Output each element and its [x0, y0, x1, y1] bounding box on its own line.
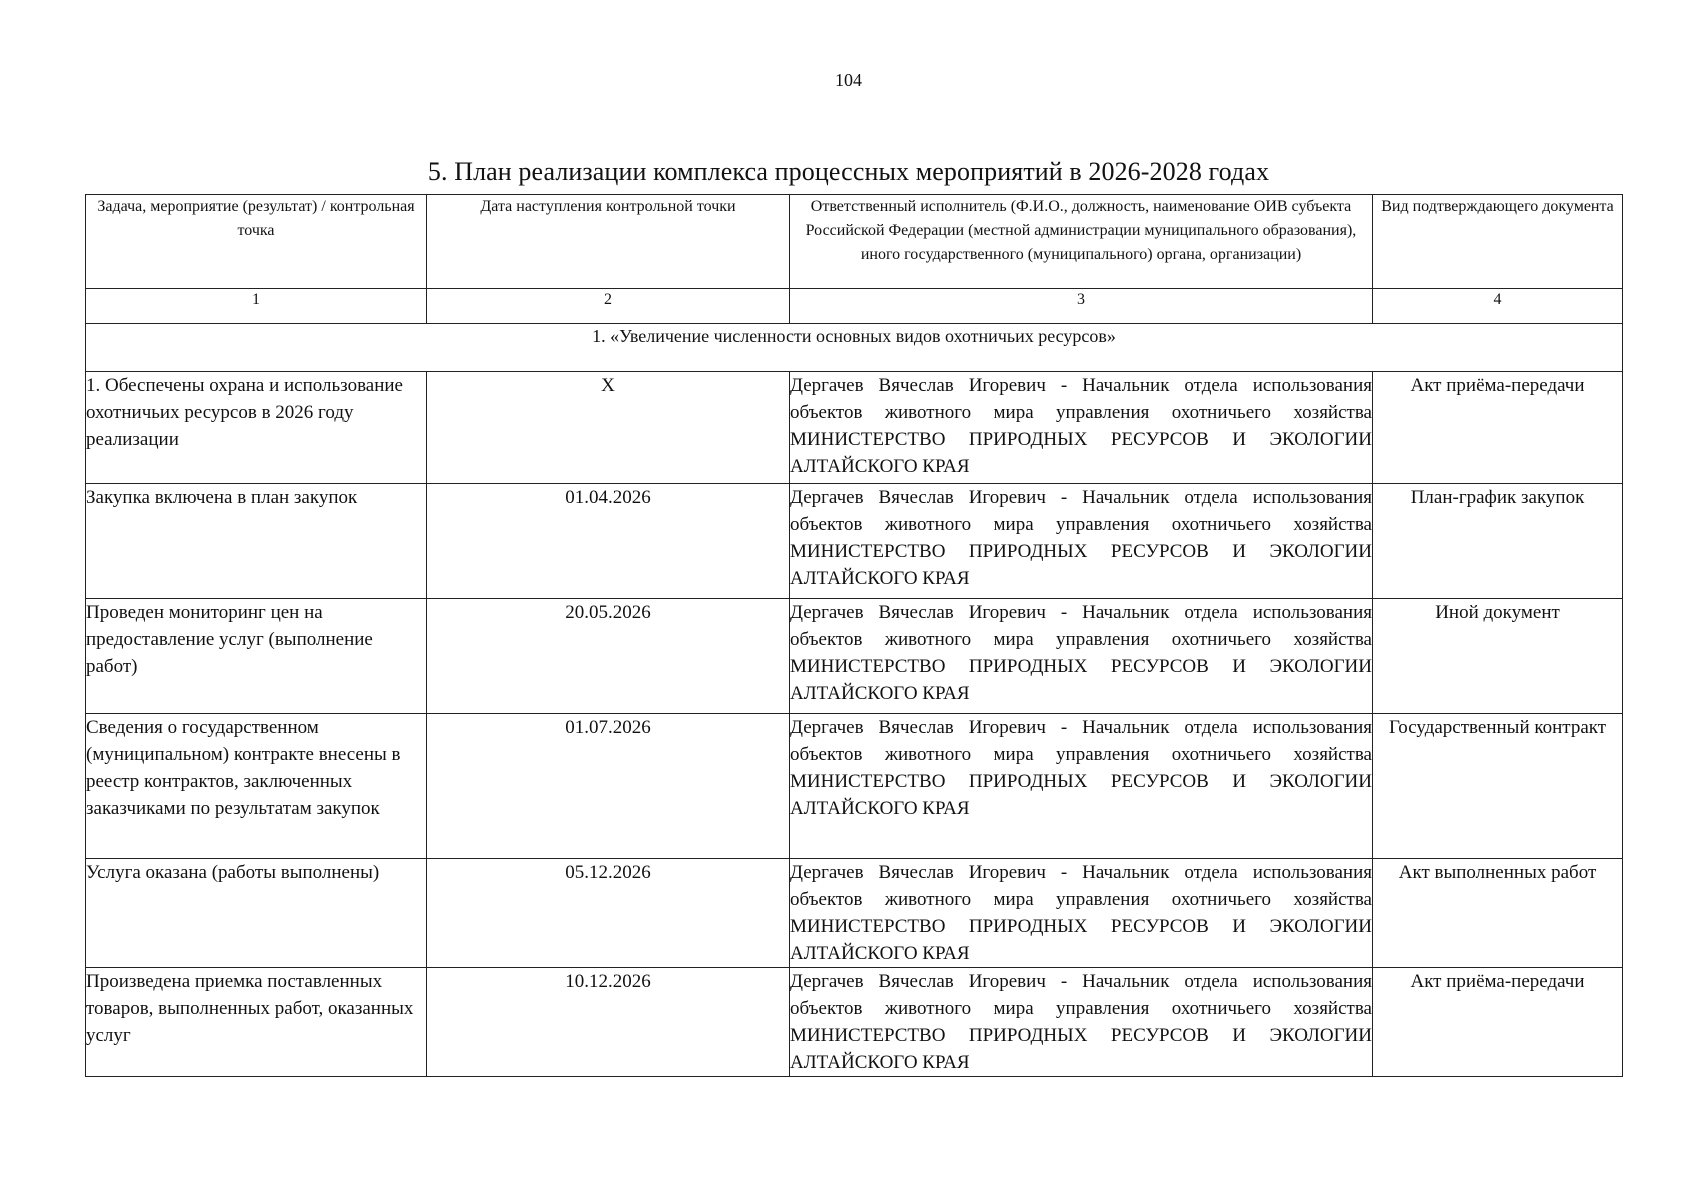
document-cell: Иной документ	[1373, 599, 1623, 714]
responsible-cell: Дергачев Вячеслав Игоревич - Начальник отдела использования объектов животного мира управления охотничьего хозяйства МИНИСТЕРСТВО ПРИРОДНЫХ РЕСУРСОВ И ЭКОЛОГИИ АЛТАЙСКОГО КРАЯ	[790, 372, 1373, 484]
responsible-cell: Дергачев Вячеслав Игоревич - Начальник отдела использования объектов животного мира управления охотничьего хозяйства МИНИСТЕРСТВО ПРИРОДНЫХ РЕСУРСОВ И ЭКОЛОГИИ АЛТАЙСКОГО КРАЯ	[790, 859, 1373, 968]
task-cell: Сведения о государственном (муниципальном) контракте внесены в реестр контрактов, заключенных заказчиками по результатам закупок	[86, 714, 427, 859]
column-numbers-row	[86, 289, 1623, 324]
date-cell: 10.12.2026	[427, 968, 790, 1077]
section-title: 1. «Увеличение численности основных видов охотничьих ресурсов»	[86, 324, 1623, 372]
date-cell: 01.07.2026	[427, 714, 790, 859]
task-cell: Произведена приемка поставленных товаров, выполненных работ, оказанных услуг	[86, 968, 427, 1077]
table-row	[86, 859, 1623, 968]
table-row	[86, 484, 1623, 599]
date-cell: X	[427, 372, 790, 484]
column-number: 4	[1373, 289, 1623, 324]
page-number: 104	[835, 70, 862, 90]
header-document: Вид подтверждающего документа	[1373, 195, 1623, 289]
header-date: Дата наступления контрольной точки	[427, 195, 790, 289]
table-row	[86, 968, 1623, 1077]
task-cell: 1. Обеспечены охрана и использование охотничьих ресурсов в 2026 году реализации	[86, 372, 427, 484]
document-cell: План-график закупок	[1373, 484, 1623, 599]
task-cell: Закупка включена в план закупок	[86, 484, 427, 599]
responsible-cell: Дергачев Вячеслав Игоревич - Начальник отдела использования объектов животного мира управления охотничьего хозяйства МИНИСТЕРСТВО ПРИРОДНЫХ РЕСУРСОВ И ЭКОЛОГИИ АЛТАЙСКОГО КРАЯ	[790, 484, 1373, 599]
header-responsible: Ответственный исполнитель (Ф.И.О., должность, наименование ОИВ субъекта Российской Федерации (местной администрации муниципального образования), иного государственного (муниципального) органа, организации)	[790, 195, 1373, 289]
document-cell: Государственный контракт	[1373, 714, 1623, 859]
responsible-cell: Дергачев Вячеслав Игоревич - Начальник отдела использования объектов животного мира управления охотничьего хозяйства МИНИСТЕРСТВО ПРИРОДНЫХ РЕСУРСОВ И ЭКОЛОГИИ АЛТАЙСКОГО КРАЯ	[790, 714, 1373, 859]
document-cell: Акт приёма-передачи	[1373, 968, 1623, 1077]
task-cell: Услуга оказана (работы выполнены)	[86, 859, 427, 968]
date-cell: 05.12.2026	[427, 859, 790, 968]
section-row	[86, 324, 1623, 372]
document-cell: Акт выполненных работ	[1373, 859, 1623, 968]
date-cell: 01.04.2026	[427, 484, 790, 599]
table-row	[86, 714, 1623, 859]
column-number: 2	[427, 289, 790, 324]
table-row	[86, 599, 1623, 714]
task-cell: Проведен мониторинг цен на предоставление услуг (выполнение работ)	[86, 599, 427, 714]
plan-table	[85, 194, 1623, 1077]
column-number: 1	[86, 289, 427, 324]
responsible-cell: Дергачев Вячеслав Игоревич - Начальник отдела использования объектов животного мира управления охотничьего хозяйства МИНИСТЕРСТВО ПРИРОДНЫХ РЕСУРСОВ И ЭКОЛОГИИ АЛТАЙСКОГО КРАЯ	[790, 968, 1373, 1077]
table-header-row	[86, 195, 1623, 289]
responsible-cell: Дергачев Вячеслав Игоревич - Начальник отдела использования объектов животного мира управления охотничьего хозяйства МИНИСТЕРСТВО ПРИРОДНЫХ РЕСУРСОВ И ЭКОЛОГИИ АЛТАЙСКОГО КРАЯ	[790, 599, 1373, 714]
document-cell: Акт приёма-передачи	[1373, 372, 1623, 484]
column-number: 3	[790, 289, 1373, 324]
date-cell: 20.05.2026	[427, 599, 790, 714]
table-row	[86, 372, 1623, 484]
page-title: 5. План реализации комплекса процессных мероприятий в 2026-2028 годах	[427, 157, 1270, 186]
header-task: Задача, мероприятие (результат) / контрольная точка	[86, 195, 427, 289]
